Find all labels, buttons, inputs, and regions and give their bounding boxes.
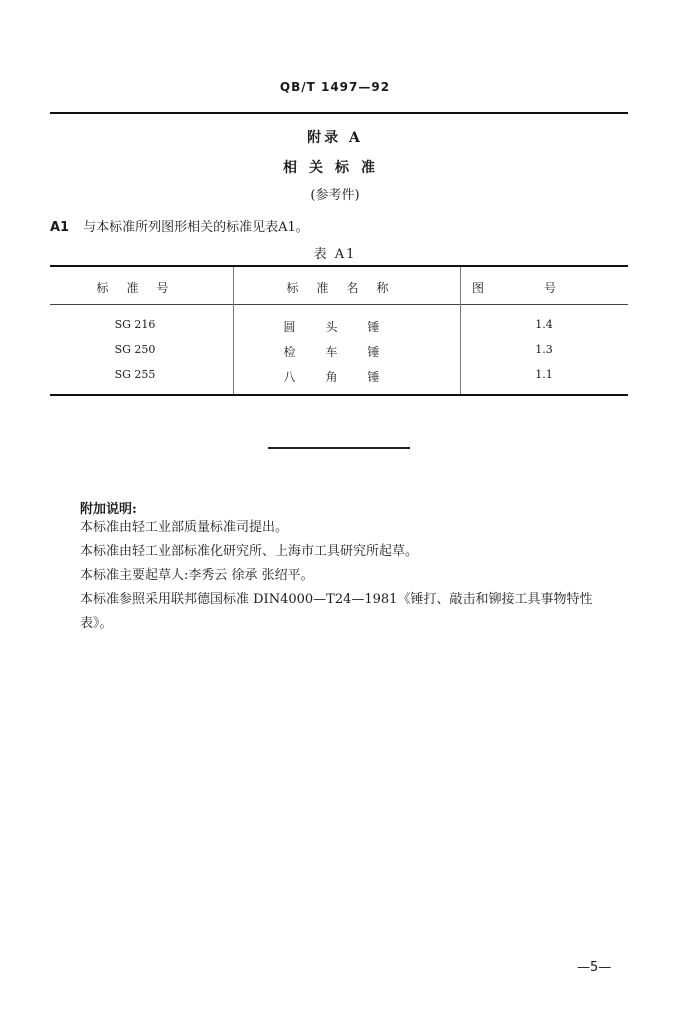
additional-notes-title: 附加说明: <box>80 502 137 517</box>
note-line: 本标准参照采用联邦德国标准 DIN4000—T24—1981《锤打、敲击和铆接工具事物特性 <box>80 592 593 607</box>
table-header-code: 标准号 <box>96 281 187 295</box>
appendix-subtitle: 相关标准 <box>283 160 387 176</box>
table-cell-figure: 1.3 <box>535 343 553 356</box>
table-header-figure: 图号 <box>471 281 616 295</box>
table-cell-code: SG 250 <box>114 343 156 356</box>
table-cell-name: 检车锤 <box>283 345 410 359</box>
end-of-text-rule <box>268 447 410 449</box>
page-number: —5— <box>577 960 612 975</box>
table-cell-name: 圆头锤 <box>283 320 410 334</box>
note-line: 表》。 <box>80 616 113 631</box>
note-line: 本标准由轻工业部标准化研究所、上海市工具研究所起草。 <box>80 544 419 559</box>
table-cell-name: 八角锤 <box>283 370 410 384</box>
table-header-name: 标准名称 <box>286 281 407 295</box>
table-header-rule <box>50 304 628 305</box>
note-line: 本标准由轻工业部质量标准司提出。 <box>80 520 289 535</box>
table-cell-figure: 1.1 <box>535 368 553 381</box>
clause-a1 <box>50 216 309 235</box>
header-rule <box>50 112 628 114</box>
document-code: QB/T 1497—92 <box>279 80 391 94</box>
table-caption: 表 A1 <box>313 247 357 262</box>
note-line: 本标准主要起草人:李秀云 徐承 张绍平。 <box>80 568 314 583</box>
appendix-note: (参考件) <box>310 188 360 203</box>
table-cell-figure: 1.4 <box>535 318 553 331</box>
table-cell-code: SG 255 <box>114 368 156 381</box>
clause-text: 与本标准所列图形相关的标准见表A1。 <box>83 220 309 235</box>
appendix-title: 附录 A <box>307 130 363 146</box>
table-cell-code: SG 216 <box>114 318 156 331</box>
clause-number: A1 <box>50 220 70 235</box>
table-top-rule <box>50 265 628 267</box>
table-bottom-rule <box>50 394 628 396</box>
